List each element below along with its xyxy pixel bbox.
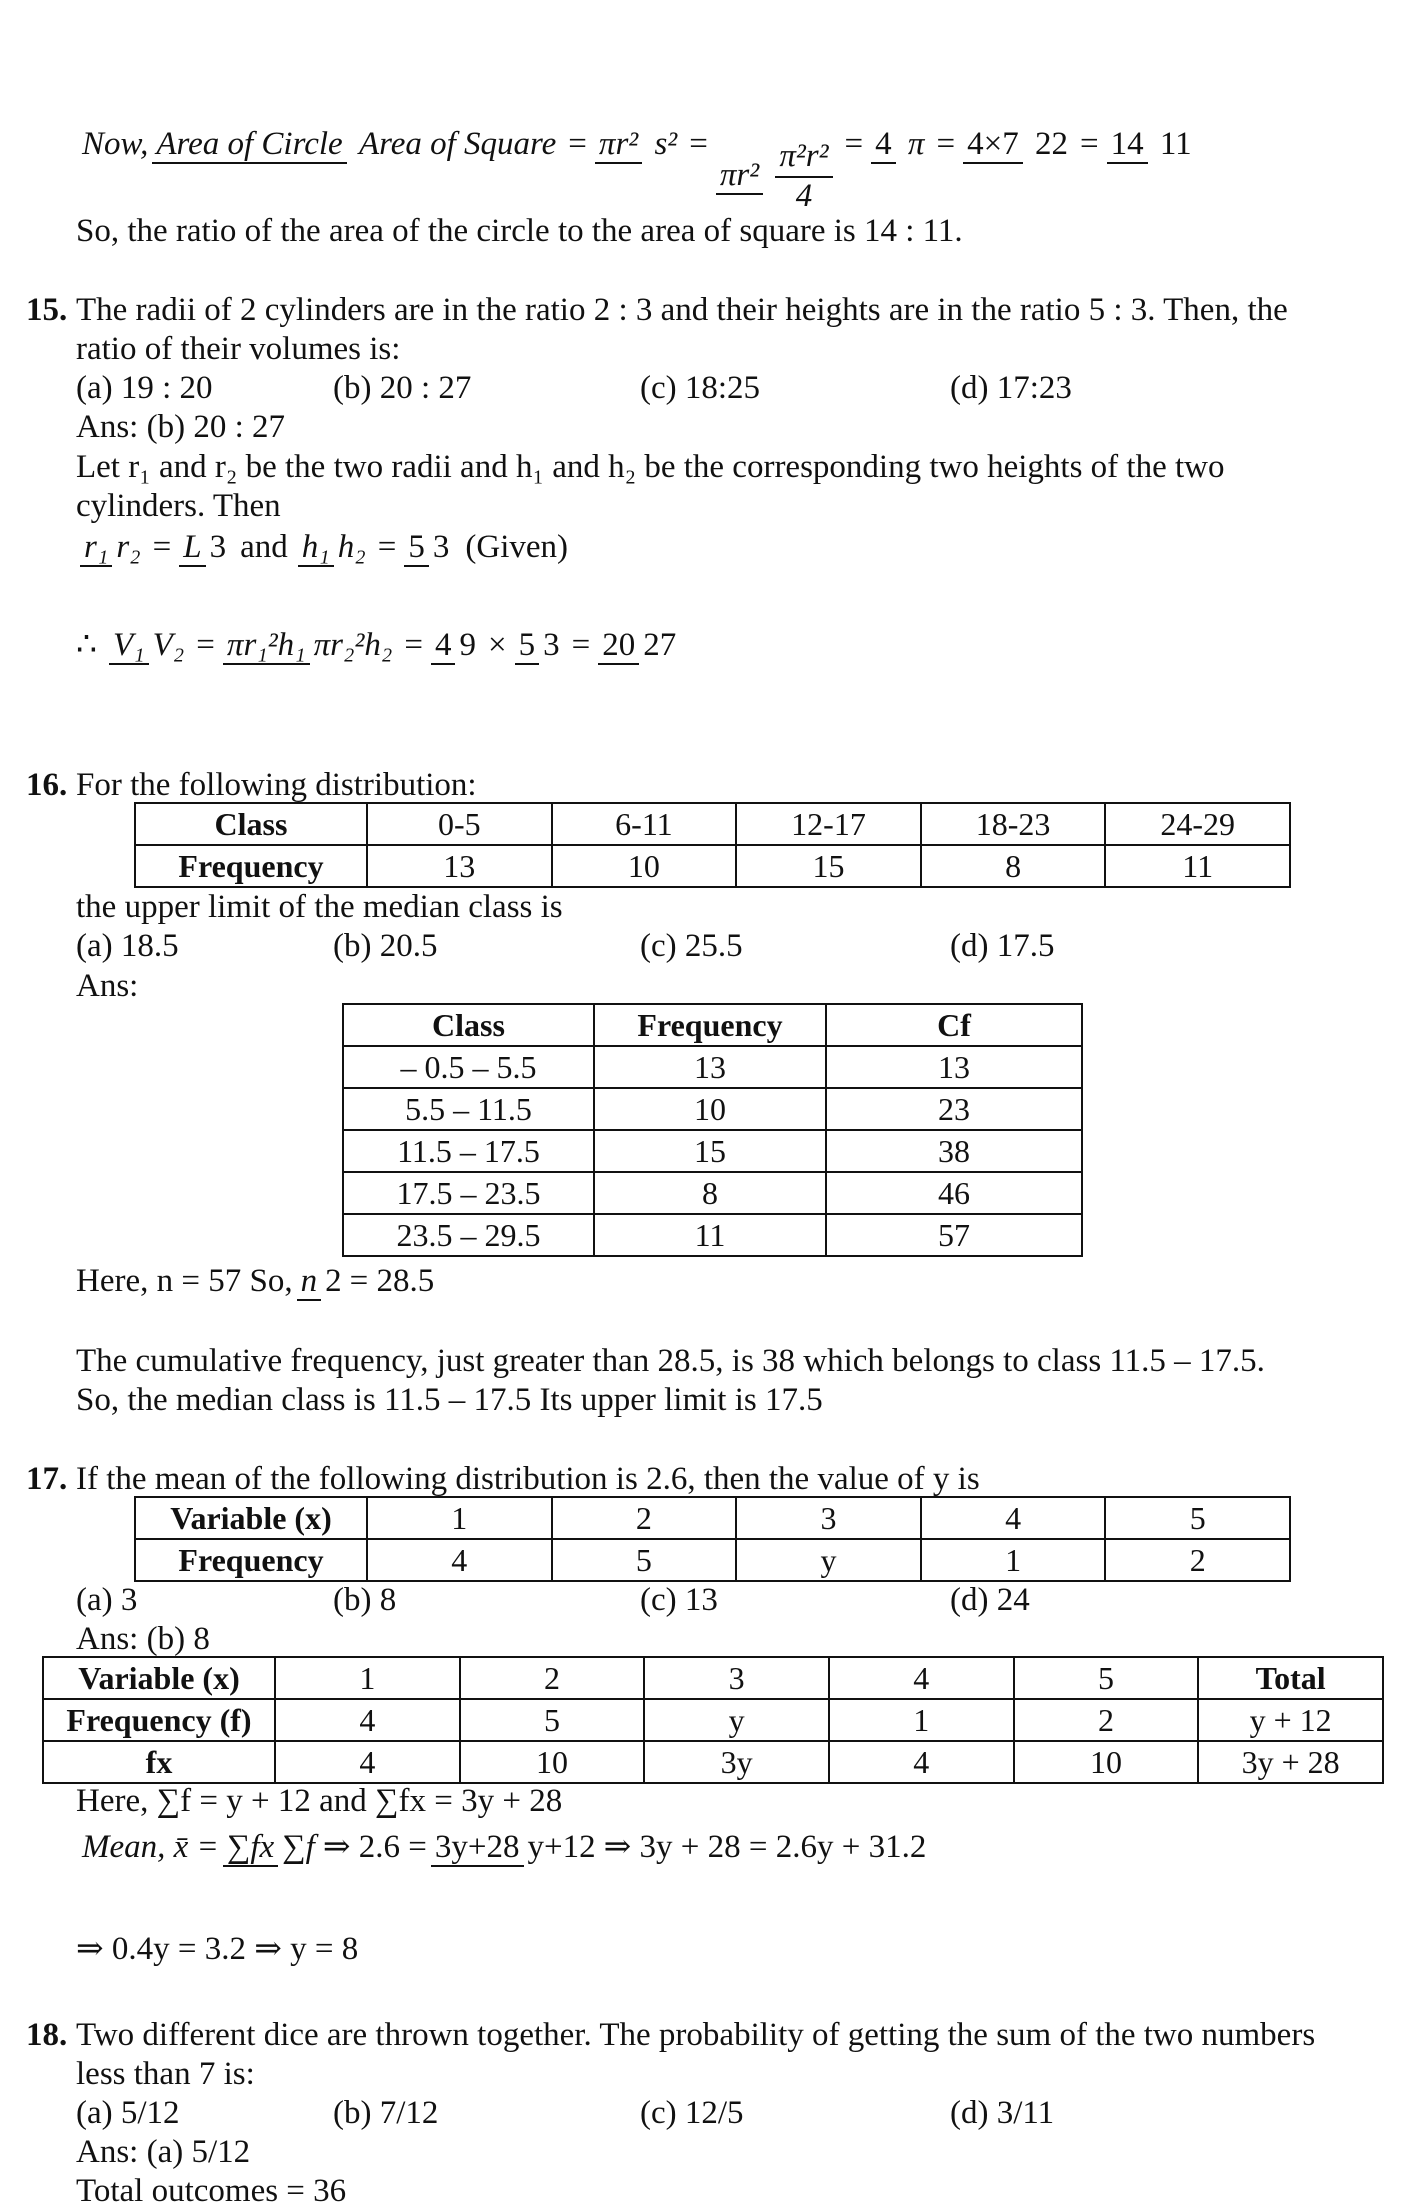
table-cell: 1 (921, 1539, 1106, 1581)
table-cell: Frequency (f) (43, 1699, 275, 1741)
table-cell: 11 (1105, 845, 1290, 887)
q15-volume-equation: ∴ V₁ V₂ = πr₁²h₁ πr₂²h₂ = 4 9 × 5 3 = 20 27 (76, 627, 677, 663)
table-cell: 10 (552, 845, 737, 887)
table-cell: Variable (x) (43, 1657, 275, 1699)
intro-equation: Now, Area of Circle Area of Square = πr² s² = πr² $\frac{\text{π²r²}}{4}$ = 4 π = 4×7 22 = 14 11 (82, 74, 1200, 216)
q16-option-d: (d) 17.5 (950, 928, 1055, 964)
q15-option-d: (d) 17:23 (950, 370, 1072, 406)
table-row (43, 1741, 1383, 1783)
intro-fraction-14-11: 14 11 (1107, 125, 1196, 165)
table-cell: 15 (594, 1130, 826, 1172)
table-row (135, 845, 1290, 887)
table-cell: Frequency (135, 845, 367, 887)
table-cell: 23.5 – 29.5 (343, 1214, 594, 1256)
table-cell: 1 (275, 1657, 460, 1699)
table-cell: 38 (826, 1130, 1082, 1172)
q17-option-c: (c) 13 (640, 1582, 718, 1618)
table-row (343, 1130, 1082, 1172)
q16-distribution-table (134, 802, 1291, 888)
table-cell: 4 (829, 1657, 1014, 1699)
table-cell: 13 (594, 1046, 826, 1088)
table-cell: 13 (367, 845, 552, 887)
table-cell: 0-5 (367, 803, 552, 845)
q16-text: For the following distribution: (76, 767, 477, 803)
q16-number: 16. (26, 767, 68, 803)
table-cell: 10 (460, 1741, 645, 1783)
table-cell: 2 (1014, 1699, 1199, 1741)
q18-total-outcomes: Total outcomes = 36 (76, 2173, 347, 2209)
table-cell: 46 (826, 1172, 1082, 1214)
q17-final-line: ⇒ 0.4y = 3.2 ⇒ y = 8 (76, 1931, 359, 1967)
table-cell: 11 (594, 1214, 826, 1256)
q17-answer-table (42, 1656, 1384, 1784)
q16-option-a: (a) 18.5 (76, 928, 179, 964)
q16-answer-table (342, 1003, 1083, 1257)
intro-fraction-compound: πr² $\frac{\text{π²r²}}{4}$ (716, 138, 837, 216)
table-cell: 24-29 (1105, 803, 1290, 845)
table-cell: 6-11 (552, 803, 737, 845)
q16-explanation-line1: The cumulative frequency, just greater than 28.5, is 38 which belongs to class 11.5 – 17.5. (76, 1343, 1265, 1379)
q15-explanation-line1: Let r₁ and r₂ be the two radii and h₁ and h₂ be the corresponding two heights of the two (76, 449, 1225, 485)
q17-option-b: (b) 8 (333, 1582, 397, 1618)
table-cell: Total (1198, 1657, 1383, 1699)
table-row (135, 1539, 1290, 1581)
q17-number: 17. (26, 1461, 68, 1497)
table-cell: 2 (552, 1497, 737, 1539)
table-row (43, 1657, 1383, 1699)
intro-fraction-28-22: 4×7 22 (963, 125, 1072, 165)
table-row (343, 1046, 1082, 1088)
q15-answer: Ans: (b) 20 : 27 (76, 409, 285, 445)
table-row (343, 1004, 1082, 1046)
table-cell: 3y + 28 (1198, 1741, 1383, 1783)
table-cell: 4 (275, 1741, 460, 1783)
q17-text: If the mean of the following distribution is 2.6, then the value of y is (76, 1461, 980, 1497)
table-cell: 10 (594, 1088, 826, 1130)
q15-text-line1: The radii of 2 cylinders are in the ratio 2 : 3 and their heights are in the ratio 5 : 3. Then, the (76, 292, 1288, 328)
q16-question: the upper limit of the median class is (76, 889, 563, 925)
table-row (343, 1214, 1082, 1256)
table-cell: 1 (829, 1699, 1014, 1741)
q17-mean-equation: Mean, x̄ = ∑fx ∑f ⇒ 2.6 = 3y+28 y+12 ⇒ 3y + 28 = 2.6y + 31.2 (82, 1829, 927, 1865)
q15-option-a: (a) 19 : 20 (76, 370, 213, 406)
table-cell: 23 (826, 1088, 1082, 1130)
table-cell: y (736, 1539, 921, 1581)
table-cell: fx (43, 1741, 275, 1783)
table-cell: 2 (1105, 1539, 1290, 1581)
table-cell: 18-23 (921, 803, 1106, 845)
table-cell: 1 (367, 1497, 552, 1539)
q18-number: 18. (26, 2017, 68, 2053)
table-cell: 3 (736, 1497, 921, 1539)
table-cell: 3 (644, 1657, 829, 1699)
table-cell: 3y (644, 1741, 829, 1783)
q16-n-equation: Here, n = 57 So, n 2 = 28.5 (76, 1263, 435, 1299)
q18-text-line1: Two different dice are thrown together. The probability of getting the sum of the two numbers (76, 2017, 1316, 2053)
table-header-cell: Frequency (594, 1004, 826, 1046)
table-cell: 11.5 – 17.5 (343, 1130, 594, 1172)
table-cell: 10 (1014, 1741, 1199, 1783)
intro-fraction-pir2-s2: πr² s² (595, 125, 681, 165)
q17-option-a: (a) 3 (76, 1582, 138, 1618)
q15-option-c: (c) 18:25 (640, 370, 761, 406)
table-cell: 5 (552, 1539, 737, 1581)
intro-fraction-4-pi: 4 π (871, 125, 928, 165)
table-cell: 2 (460, 1657, 645, 1699)
table-cell: 4 (367, 1539, 552, 1581)
q15-option-b: (b) 20 : 27 (333, 370, 472, 406)
q17-answer: Ans: (b) 8 (76, 1621, 210, 1657)
table-row (135, 1497, 1290, 1539)
table-cell: 5 (1105, 1497, 1290, 1539)
q18-option-c: (c) 12/5 (640, 2095, 744, 2131)
table-header-cell: Cf (826, 1004, 1082, 1046)
q18-answer: Ans: (a) 5/12 (76, 2134, 251, 2170)
table-cell: 4 (829, 1741, 1014, 1783)
q15-text-line2: ratio of their volumes is: (76, 331, 401, 367)
q17-distribution-table (134, 1496, 1291, 1582)
table-cell: y (644, 1699, 829, 1741)
table-cell: Frequency (135, 1539, 367, 1581)
q18-text-line2: less than 7 is: (76, 2056, 255, 2092)
table-cell: 8 (921, 845, 1106, 887)
table-cell: 5.5 – 11.5 (343, 1088, 594, 1130)
q18-option-a: (a) 5/12 (76, 2095, 180, 2131)
table-cell: 12-17 (736, 803, 921, 845)
table-cell: 15 (736, 845, 921, 887)
q15-given-equation: r₁ r₂ = L 3 and h₁ h₂ = 5 3 (Given) (76, 528, 568, 568)
q18-option-d: (d) 3/11 (950, 2095, 1055, 2131)
table-row (343, 1088, 1082, 1130)
table-cell: Variable (x) (135, 1497, 367, 1539)
table-cell: 17.5 – 23.5 (343, 1172, 594, 1214)
q18-option-b: (b) 7/12 (333, 2095, 439, 2131)
table-header-cell: Class (343, 1004, 594, 1046)
table-row (43, 1699, 1383, 1741)
table-cell: 5 (1014, 1657, 1199, 1699)
table-cell: – 0.5 – 5.5 (343, 1046, 594, 1088)
q16-answer: Ans: (76, 968, 139, 1004)
q16-explanation-line2: So, the median class is 11.5 – 17.5 Its upper limit is 17.5 (76, 1382, 823, 1418)
table-cell: y + 12 (1198, 1699, 1383, 1741)
table-cell: 13 (826, 1046, 1082, 1088)
table-cell: 5 (460, 1699, 645, 1741)
table-cell: 4 (921, 1497, 1106, 1539)
q16-option-b: (b) 20.5 (333, 928, 438, 964)
q16-option-c: (c) 25.5 (640, 928, 743, 964)
table-cell: 57 (826, 1214, 1082, 1256)
intro-fraction-area: Area of Circle Area of Square (152, 125, 560, 165)
q17-option-d: (d) 24 (950, 1582, 1030, 1618)
table-cell: 8 (594, 1172, 826, 1214)
table-cell: Class (135, 803, 367, 845)
table-cell: 4 (275, 1699, 460, 1741)
q15-explanation-line2: cylinders. Then (76, 488, 281, 524)
table-row (135, 803, 1290, 845)
intro-now-label: Now, (82, 126, 149, 163)
table-row (343, 1172, 1082, 1214)
q15-number: 15. (26, 292, 68, 328)
q17-sum-line: Here, ∑f = y + 12 and ∑fx = 3y + 28 (76, 1783, 563, 1819)
intro-conclusion: So, the ratio of the area of the circle to the area of square is 14 : 11. (76, 213, 963, 249)
